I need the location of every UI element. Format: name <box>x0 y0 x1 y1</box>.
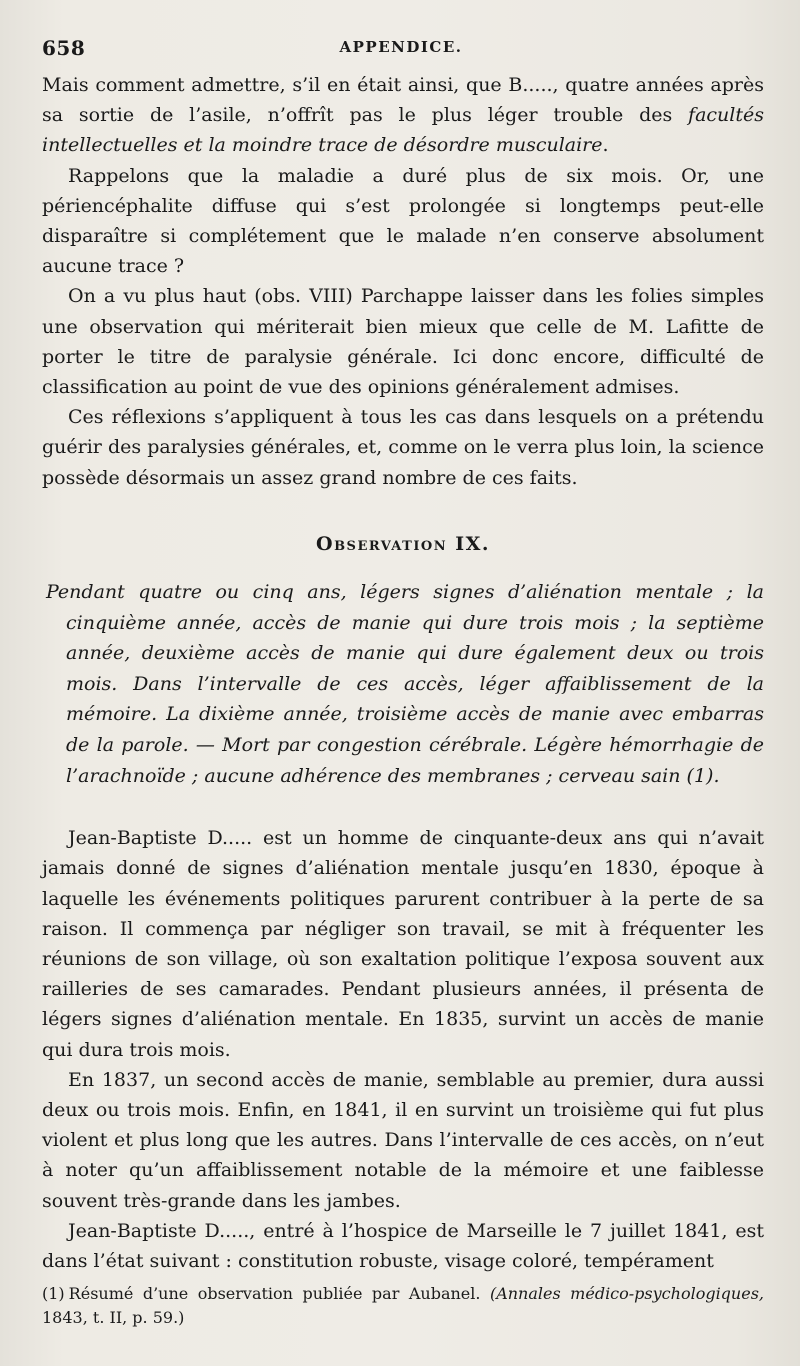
running-head: APPENDICE. <box>339 38 463 56</box>
observation-summary: Pendant quatre ou cinq ans, légers signes d’aliénation mentale ; la cinquième année, accès de manie qui dure trois mois ; la septième année, deuxième accès de manie qui dure également deux ou trois mois. Dans l’intervalle de ces accès, léger affaiblissement de la mémoire. La dixième année, troisième accès de manie avec embarras de la parole. — Mort par congestion cérébrale. Légère hémorrhagie de l’arachnoïde ; aucune adhérence des membranes ; cerveau sain (1). <box>46 581 764 787</box>
paragraph-2: Rappelons que la maladie a duré plus de six mois. Or, une périencéphalite diffuse qui s’est prolongée si longtemps peut-elle disparaître si complétement que le malade n’en conserve absolument aucune trace ? <box>42 164 764 278</box>
paragraph-6: En 1837, un second accès de manie, semblable au premier, dura aussi deux ou trois mois. Enfin, en 1841, il en survint un troisième qui fut plus violent et plus long que les autres. Dans l’intervalle de ces accès, on n’eut à noter qu’un affaiblissement notable de la mémoire et une faiblesse souvent très-grande dans les jambes. <box>42 1068 764 1212</box>
footnote-text: Résumé d’une observation publiée par Aubanel. <box>68 1284 490 1303</box>
page-header <box>42 36 760 64</box>
footnote-journal: (Annales médico-psychologiques, <box>489 1284 764 1303</box>
paragraph-1-tail: . <box>602 134 609 157</box>
paragraph-1 <box>42 70 764 161</box>
observation-title: Observation IX. <box>316 532 490 555</box>
paragraph-4: Ces réflexions s’appliquent à tous les cas dans lesquels on a prétendu guérir des paralysies générales, et, comme on le verra plus loin, la science possède désormais un assez grand nombre de ces faits. <box>42 406 764 489</box>
paragraph-1-italic: facultés intellectuelles et la moindre trace de désordre musculaire <box>42 104 764 157</box>
paragraph-5: Jean-Baptiste D..... est un homme de cinquante-deux ans qui n’avait jamais donné de signes d’aliénation mentale jusqu’en 1830, époque à laquelle les événements politiques parurent contribuer à la perte de sa raison. Il commença par négliger son travail, se mit à fréquenter les réunions de son village, où son exaltation politique l’exposa souvent aux railleries de ses camarades. Pendant plusieurs années, il présenta de légers signes d’aliénation mentale. En 1835, survint un accès de manie qui dura trois mois. <box>42 827 764 1061</box>
paragraph-3: On a vu plus haut (obs. VIII) Parchappe laisser dans les folies simples une observation qui mériterait bien mieux que celle de M. Lafitte de porter le titre de paralysie générale. Ici donc encore, difficulté de classification au point de vue des opinions généralement admises. <box>42 285 764 399</box>
paragraph-7: Jean-Baptiste D....., entré à l’hospice de Marseille le 7 juillet 1841, est dans l’état suivant : constitution robuste, visage coloré, tempérament <box>42 1219 764 1273</box>
paragraph-1-text: Mais comment admettre, s’il en était ainsi, que B....., quatre années après sa sortie de l’asile, n’offrît pas le plus léger trouble des <box>42 74 764 127</box>
footnote-marker: (1) <box>42 1284 65 1303</box>
body-text <box>42 70 764 1276</box>
footnote <box>42 1282 764 1330</box>
page-number: 658 <box>42 36 86 60</box>
footnote-citation: 1843, t. II, p. 59.) <box>42 1308 185 1327</box>
